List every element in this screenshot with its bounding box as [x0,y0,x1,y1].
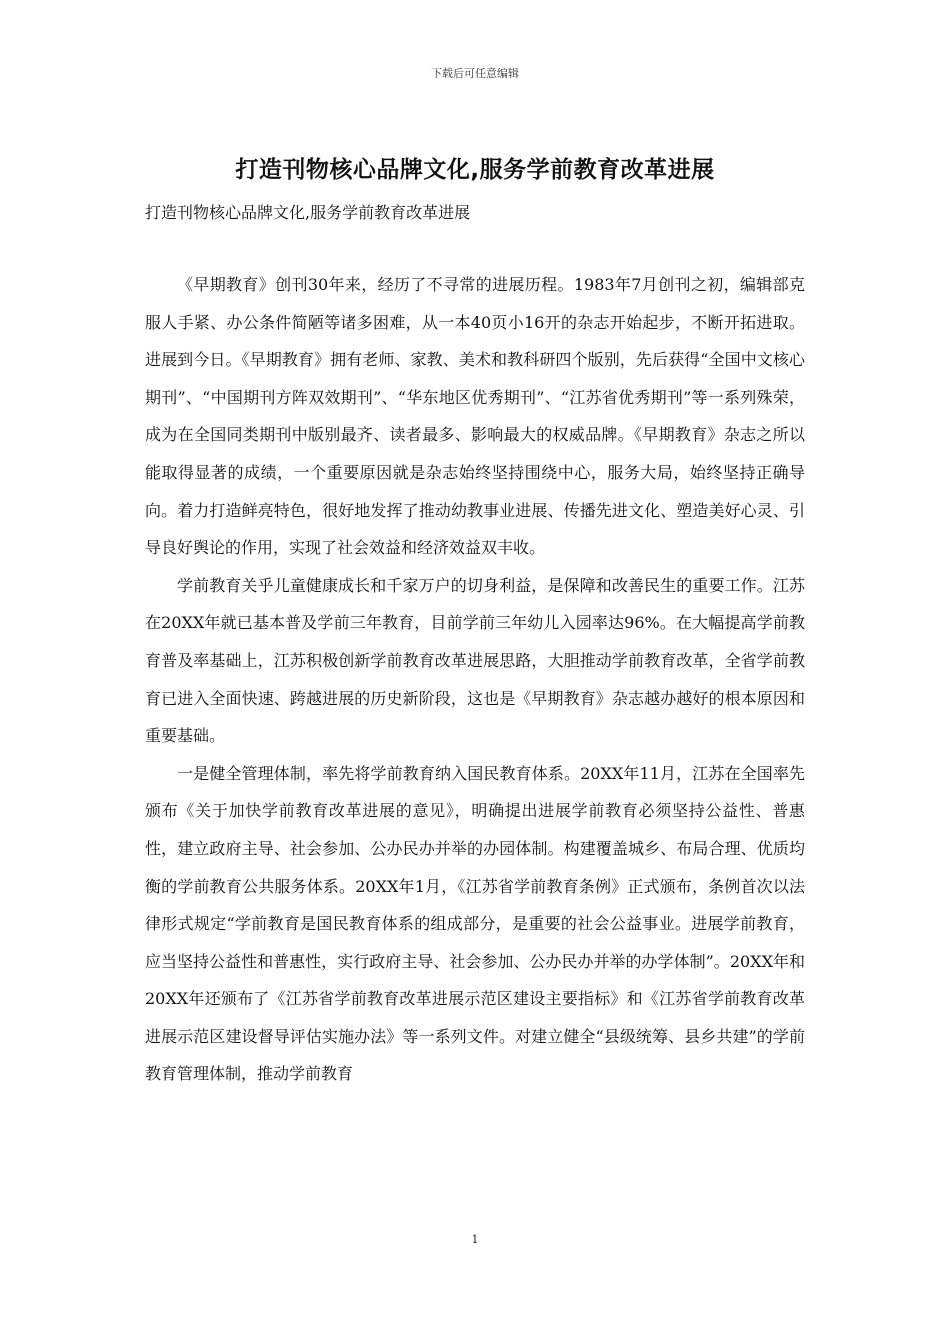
document-body [145,266,805,1093]
document-subtitle: 打造刊物核心品牌文化,服务学前教育改革进展 [145,203,471,222]
paragraph-3: 一是健全管理体制，率先将学前教育纳入国民教育体系。20XX年11月，江苏在全国率先颁布《关于加快学前教育改革进展的意见》，明确提出进展学前教育必须坚持公益性、普惠性，建立政府主导、社会参加、公办民办并举的办园体制。构建覆盖城乡、布局合理、优质均衡的学前教育公共服务体系。20XX年1月，《江苏省学前教育条例》正式颁布，条例首次以法律形式规定“学前教育是国民教育体系的组成部分，是重要的社会公益事业。进展学前教育，应当坚持公益性和普惠性，实行政府主导、社会参加、公办民办并举的办学体制”。20XX年和20XX年还颁布了《江苏省学前教育改革进展示范区建设主要指标》和《江苏省学前教育改革进展示范区建设督导评估实施办法》等一系列文件。对建立健全“县级统筹、县乡共建”的学前教育管理体制，推动学前教育 [145,763,805,1084]
page-header: 下载后可任意编辑 [431,67,519,80]
paragraph-1: 《早期教育》创刊30年来，经历了不寻常的进展历程。1983年7月创刊之初，编辑部克服人手紧、办公条件简陋等诸多困难，从一本40页小16开的杂志开始起步，不断开拓进取。进展到今日。《早期教育》拥有老师、家教、美术和教科研四个版别，先后获得“全国中文核心期刊”、“中国期刊方阵双效期刊”、“华东地区优秀期刊”、“江苏省优秀期刊”等一系列殊荣，成为在全国同类期刊中版别最齐、读者最多、影响最大的权威品牌。《早期教育》杂志之所以能取得显著的成绩，一个重要原因就是杂志始终坚持围绕中心，服务大局，始终坚持正确导向。着力打造鲜亮特色，很好地发挥了推动幼教事业进展、传播先进文化、塑造美好心灵、引导良好舆论的作用，实现了社会效益和经济效益双丰收。 [145,275,805,558]
document-title: 打造刊物核心品牌文化,服务学前教育改革进展 [235,157,715,183]
page-number: 1 [471,1233,479,1246]
paragraph-2: 学前教育关乎儿童健康成长和千家万户的切身利益，是保障和改善民生的重要工作。江苏在20XX年就已基本普及学前三年教育，目前学前三年幼儿入园率达96%。在大幅提高学前教育普及率基础上，江苏积极创新学前教育改革进展思路，大胆推动学前教育改革，全省学前教育已进入全面快速、跨越进展的历史新阶段，这也是《早期教育》杂志越办越好的根本原因和重要基础。 [145,575,805,746]
